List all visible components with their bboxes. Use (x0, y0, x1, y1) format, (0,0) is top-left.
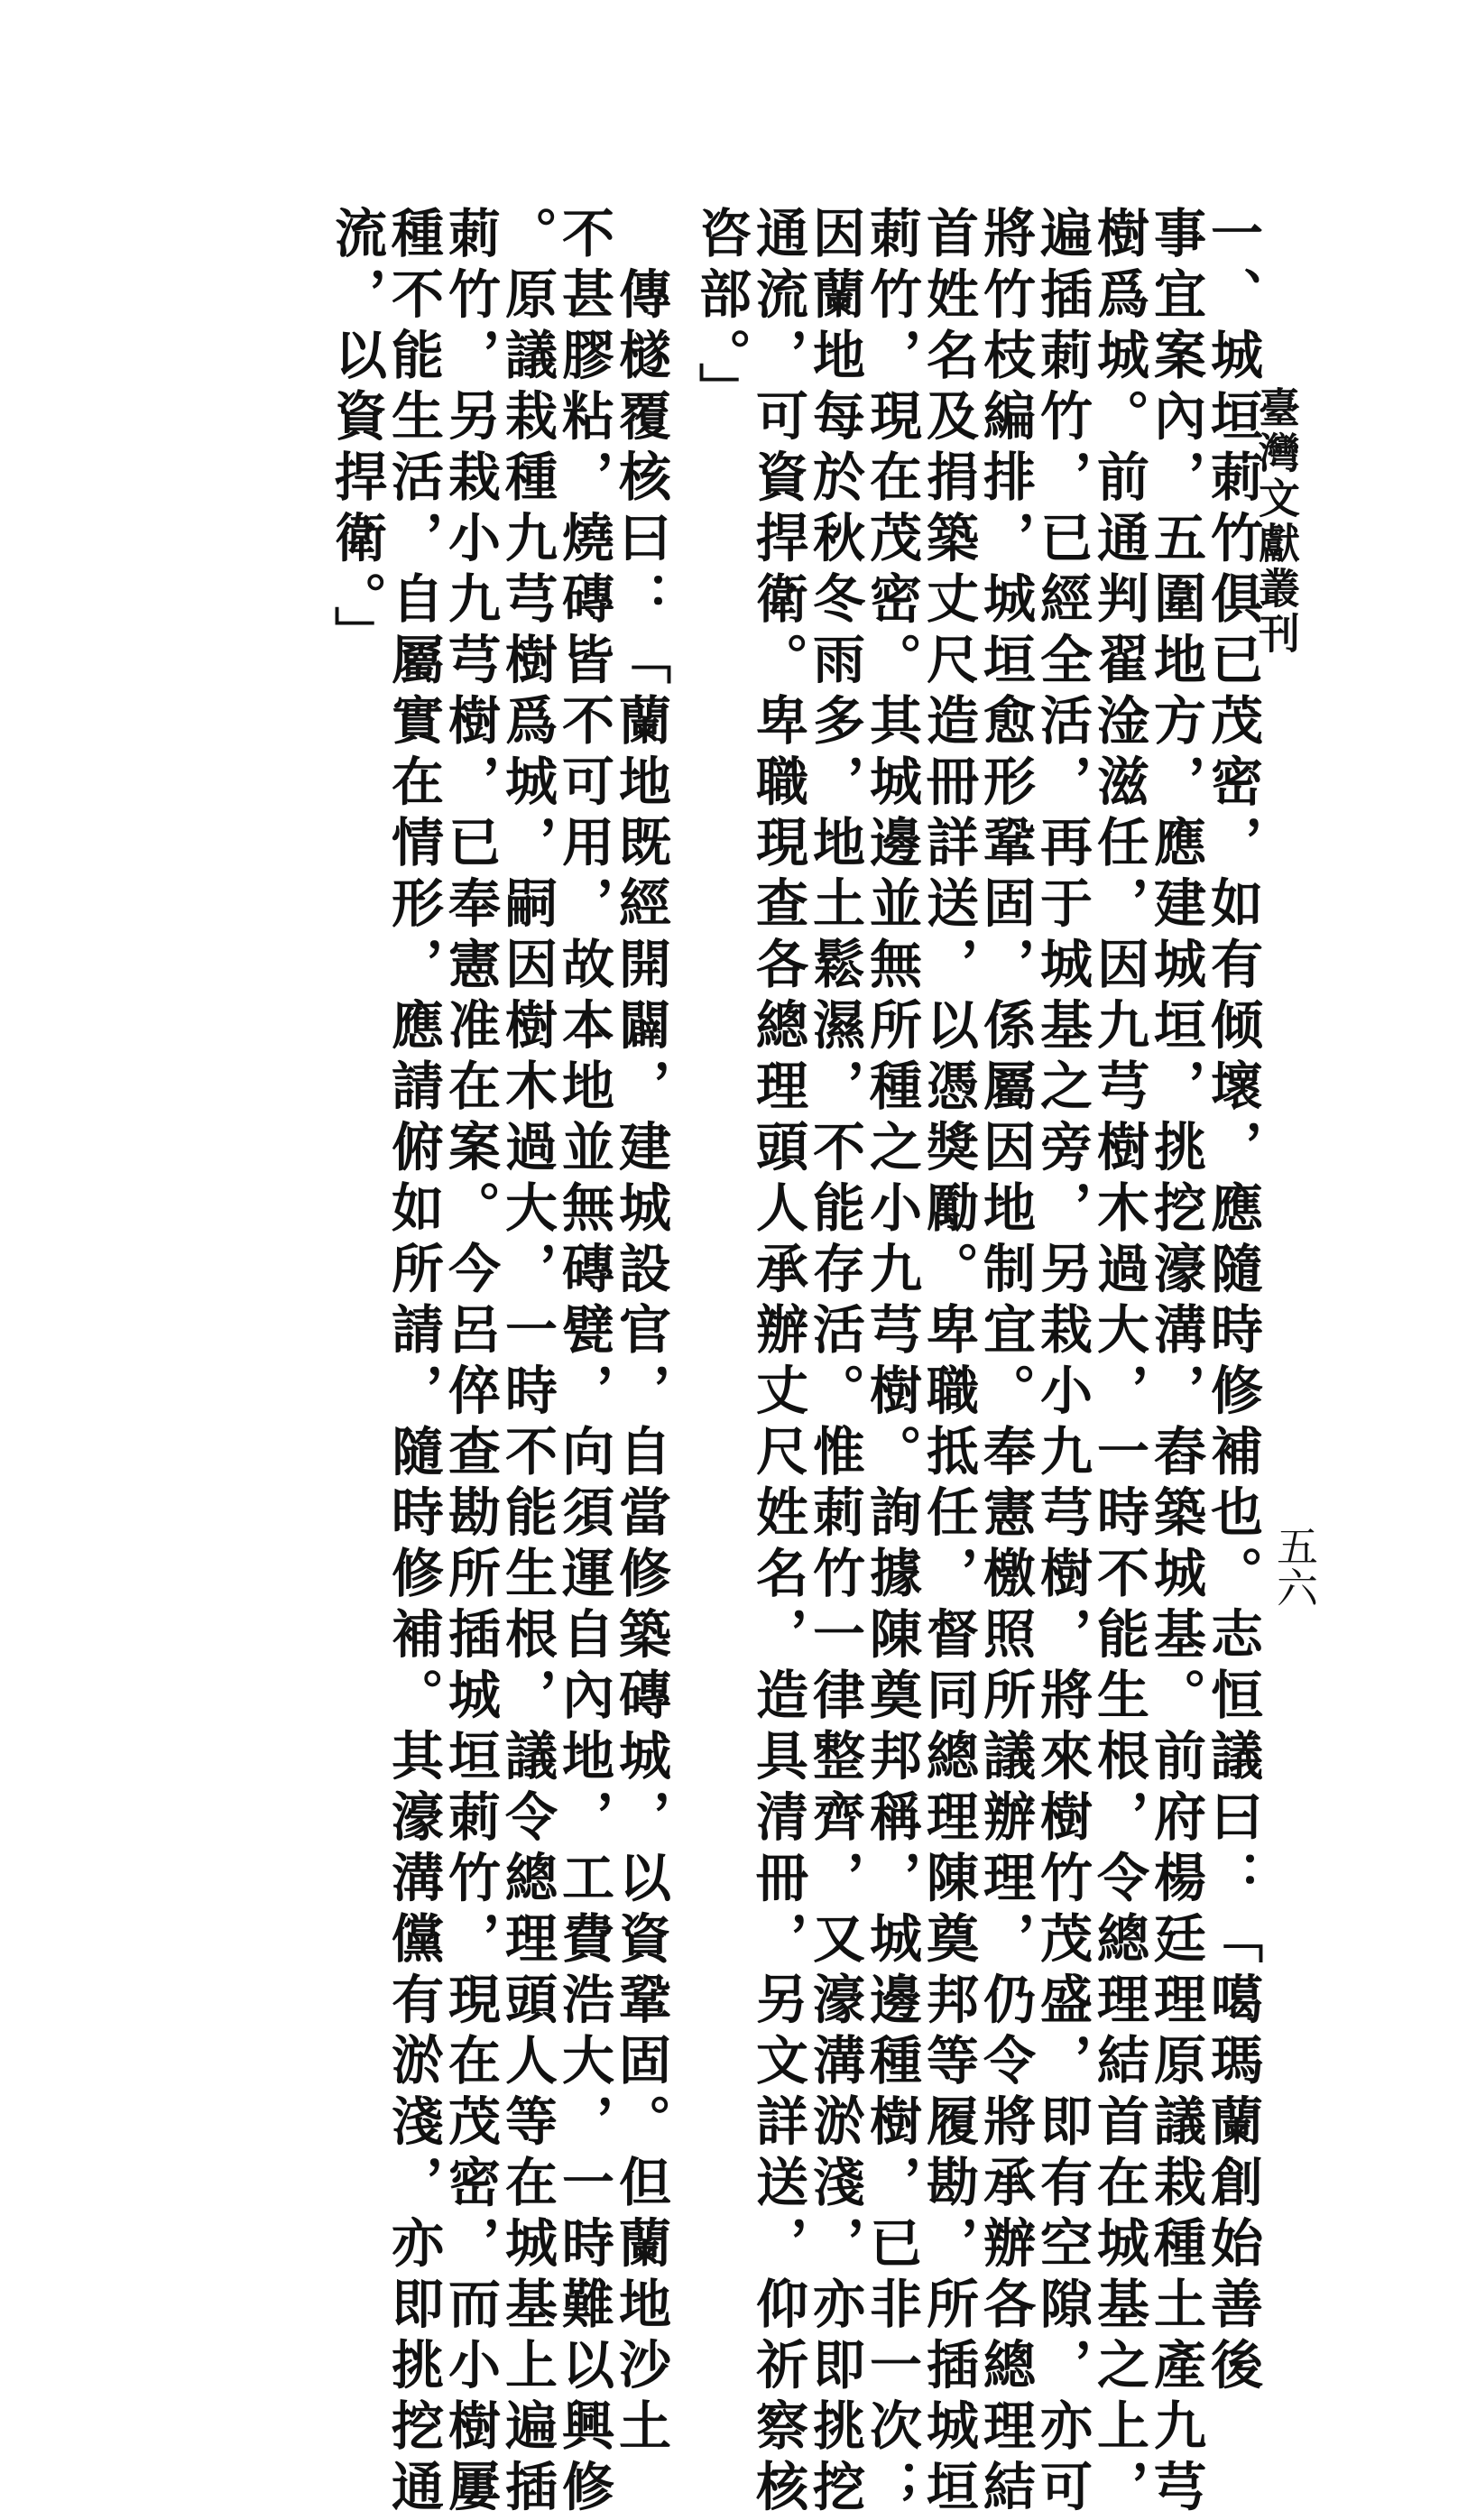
text-column-5: 將竹枝編排，城垣愈形鞏固，係屬因地制宜。奉憲檄照所議辦理，仍令將承辦各總理結 (974, 206, 1036, 2520)
text-column-7: 莿竹，現在茂密。其城邊並無所種之小九芎樹。詢據陳奠邦稱，城邊種樹，已非一次； (861, 206, 922, 2520)
text-column-3: 樹爲城。前通判翟淦滋任，因九芎樹木過大，一時不能生根，令總理結首在城基之上， (1088, 206, 1149, 2520)
page-number: 五六 (1270, 1525, 1319, 1608)
text-column-2: 事宜案內，五圍地方，應建城垣，挑挖濠溝，舂築城基。前府楊廷理原議栽種土產九芎 (1145, 206, 1206, 2520)
text-column-8: 因蘭地每於秋冬雨多，地土鬆濕，不能存活。惟莿竹一律整齊，又濠溝淤淺，亦即挑挖 (804, 206, 865, 2520)
text-column-6: 首姓名及捐築丈尺造冊詳送，以憑獎勵。卑職抵任，督同總理陳奠邦等履勘，所插城垣 (918, 206, 979, 2520)
text-column-10: 咨部。」 (690, 206, 752, 423)
text-column-12: 不甚膠粘，燒磚皆不可用，故本地並無磚甓，向須運自內地，工費浩大，一時難以興修 (553, 206, 614, 2520)
text-column-9: 通流，可資捍衛。卑職現查各總理頭人承辦丈尺姓名，造具清冊，另文詳送，仰祈察核 (747, 206, 808, 2520)
text-column-15: 種不能生活，自屬實在情形，應請俯如所請，隨時修補。其濠溝儻有淤淺，亦即挑挖通 (383, 206, 444, 2520)
header-title: 臺灣文獻叢刊 (1252, 386, 1301, 657)
text-column-13: 。原議栽種九芎樹爲城，嗣因樹木過大，一時不能生根，議令總理頭人等在城基上遍插 (496, 206, 558, 2520)
text-column-1: 一、城垣莿竹俱已茂密，如有倾壞，應隨時修補也。志恒議曰：「噶瑪蘭創始善後 (1202, 206, 1263, 2398)
text-column-16: 流，以資捍衛。」 (326, 206, 387, 667)
text-column-11: 傳檖覆核曰：「蘭地既經開闢，建城設官，自當修築磚城，以資鞏固。但蘭地沙土 (610, 206, 671, 2460)
text-column-14: 莿竹，另栽小九芎樹，已奉憲准在案。今呂倅查勘所插城垣莿竹，現在茂密，而小樹屢 (439, 206, 501, 2520)
text-column-4: 遍插莿竹，已經全活，再于城基之旁，另栽小九芎樹，將來樹竹茂盛，即有空隙，亦可 (1031, 206, 1093, 2520)
